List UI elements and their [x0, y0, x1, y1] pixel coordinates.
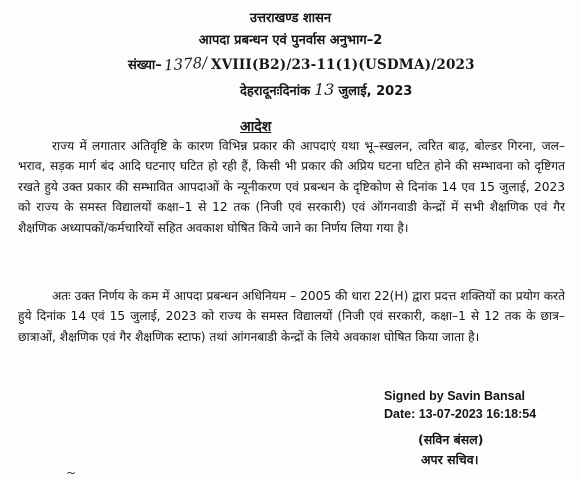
government-header: उत्तराखण्ड शासन — [249, 11, 332, 26]
digital-signature-block — [384, 387, 536, 423]
order-title: आदेश — [240, 119, 272, 135]
signed-by-text: Signed by Savin Bansal — [384, 389, 526, 403]
order-paragraph-2: अतः उक्त निर्णय के कम में आपदा प्रबन्धन अधिनियम – 2005 की धारा 22(H) द्वारा प्रदत्त शक्तियों का प्रयोग करते हुये दिनांक 14 एवं 15 जुलाई, 2023 को राज्य के समस्त विद्यालयों (निजी एवं सरकारी, कक्षा–1 से 12 तक के छात्र–छात्राओं, शैक्षणिक एवं गैर शैक्षणिक स्टाफ) तथां आंगनबाडी केन्द्रों के लिये अवकाश घोषित किया जाता है। — [18, 289, 565, 344]
reference-number: XVIII(B2)/23-11(1)(USDMA)/2023 — [211, 57, 475, 73]
department-header: आपदा प्रबन्धन एवं पुनर्वास अनुभाग–2 — [198, 33, 383, 48]
signatory-designation: अपर सचिव। — [421, 452, 479, 467]
reference-number-line — [128, 55, 475, 73]
date-line — [240, 80, 412, 99]
reference-label: संख्या– — [128, 58, 162, 73]
footer-scribble-mark: ~ — [66, 466, 77, 480]
signature-date-text: Date: 13-07-2023 16:18:54 — [384, 407, 537, 421]
place-date-label: देहरादूनःदिनांक — [240, 84, 311, 99]
handwritten-reference-number: 1378/ — [163, 53, 208, 75]
signatory-name: (सविन बंसल) — [418, 432, 484, 447]
order-paragraph-1: राज्य में लगातार अतिवृष्टि के कारण विभिन्न प्रकार की आपदाएं यथा भू–स्खलन, त्वरित बाढ़, बोल्डर गिरना, जल–भराव, सड़क मार्ग बंद आदि घटनाए घटित हो रही हैं, किसी भी प्रकार की अप्रिय घटना घटित होने की सम्भावना को दृष्टिगत रखते हुये उक्त प्रकार की सम्भावित आपदाओं के न्यूनीकरण एवं प्रबन्धन के दृष्टिकोण से दिनांक 14 एव 15 जुलाई, 2023 को राज्य के समस्त विद्यालयों कक्षा–1 से 12 तक (निजी एवं सरकारी) एवं ऑगनवाडी केन्द्रों में सभी शैक्षणिक एवं गैर शैक्षणिक अध्यापकों/कर्मचारियों सहित अवकाश घोषित किये जाने का निर्णय लिया गया है। — [18, 139, 565, 235]
handwritten-day: 13 — [314, 80, 335, 99]
month-year: जुलाई, 2023 — [338, 84, 413, 99]
